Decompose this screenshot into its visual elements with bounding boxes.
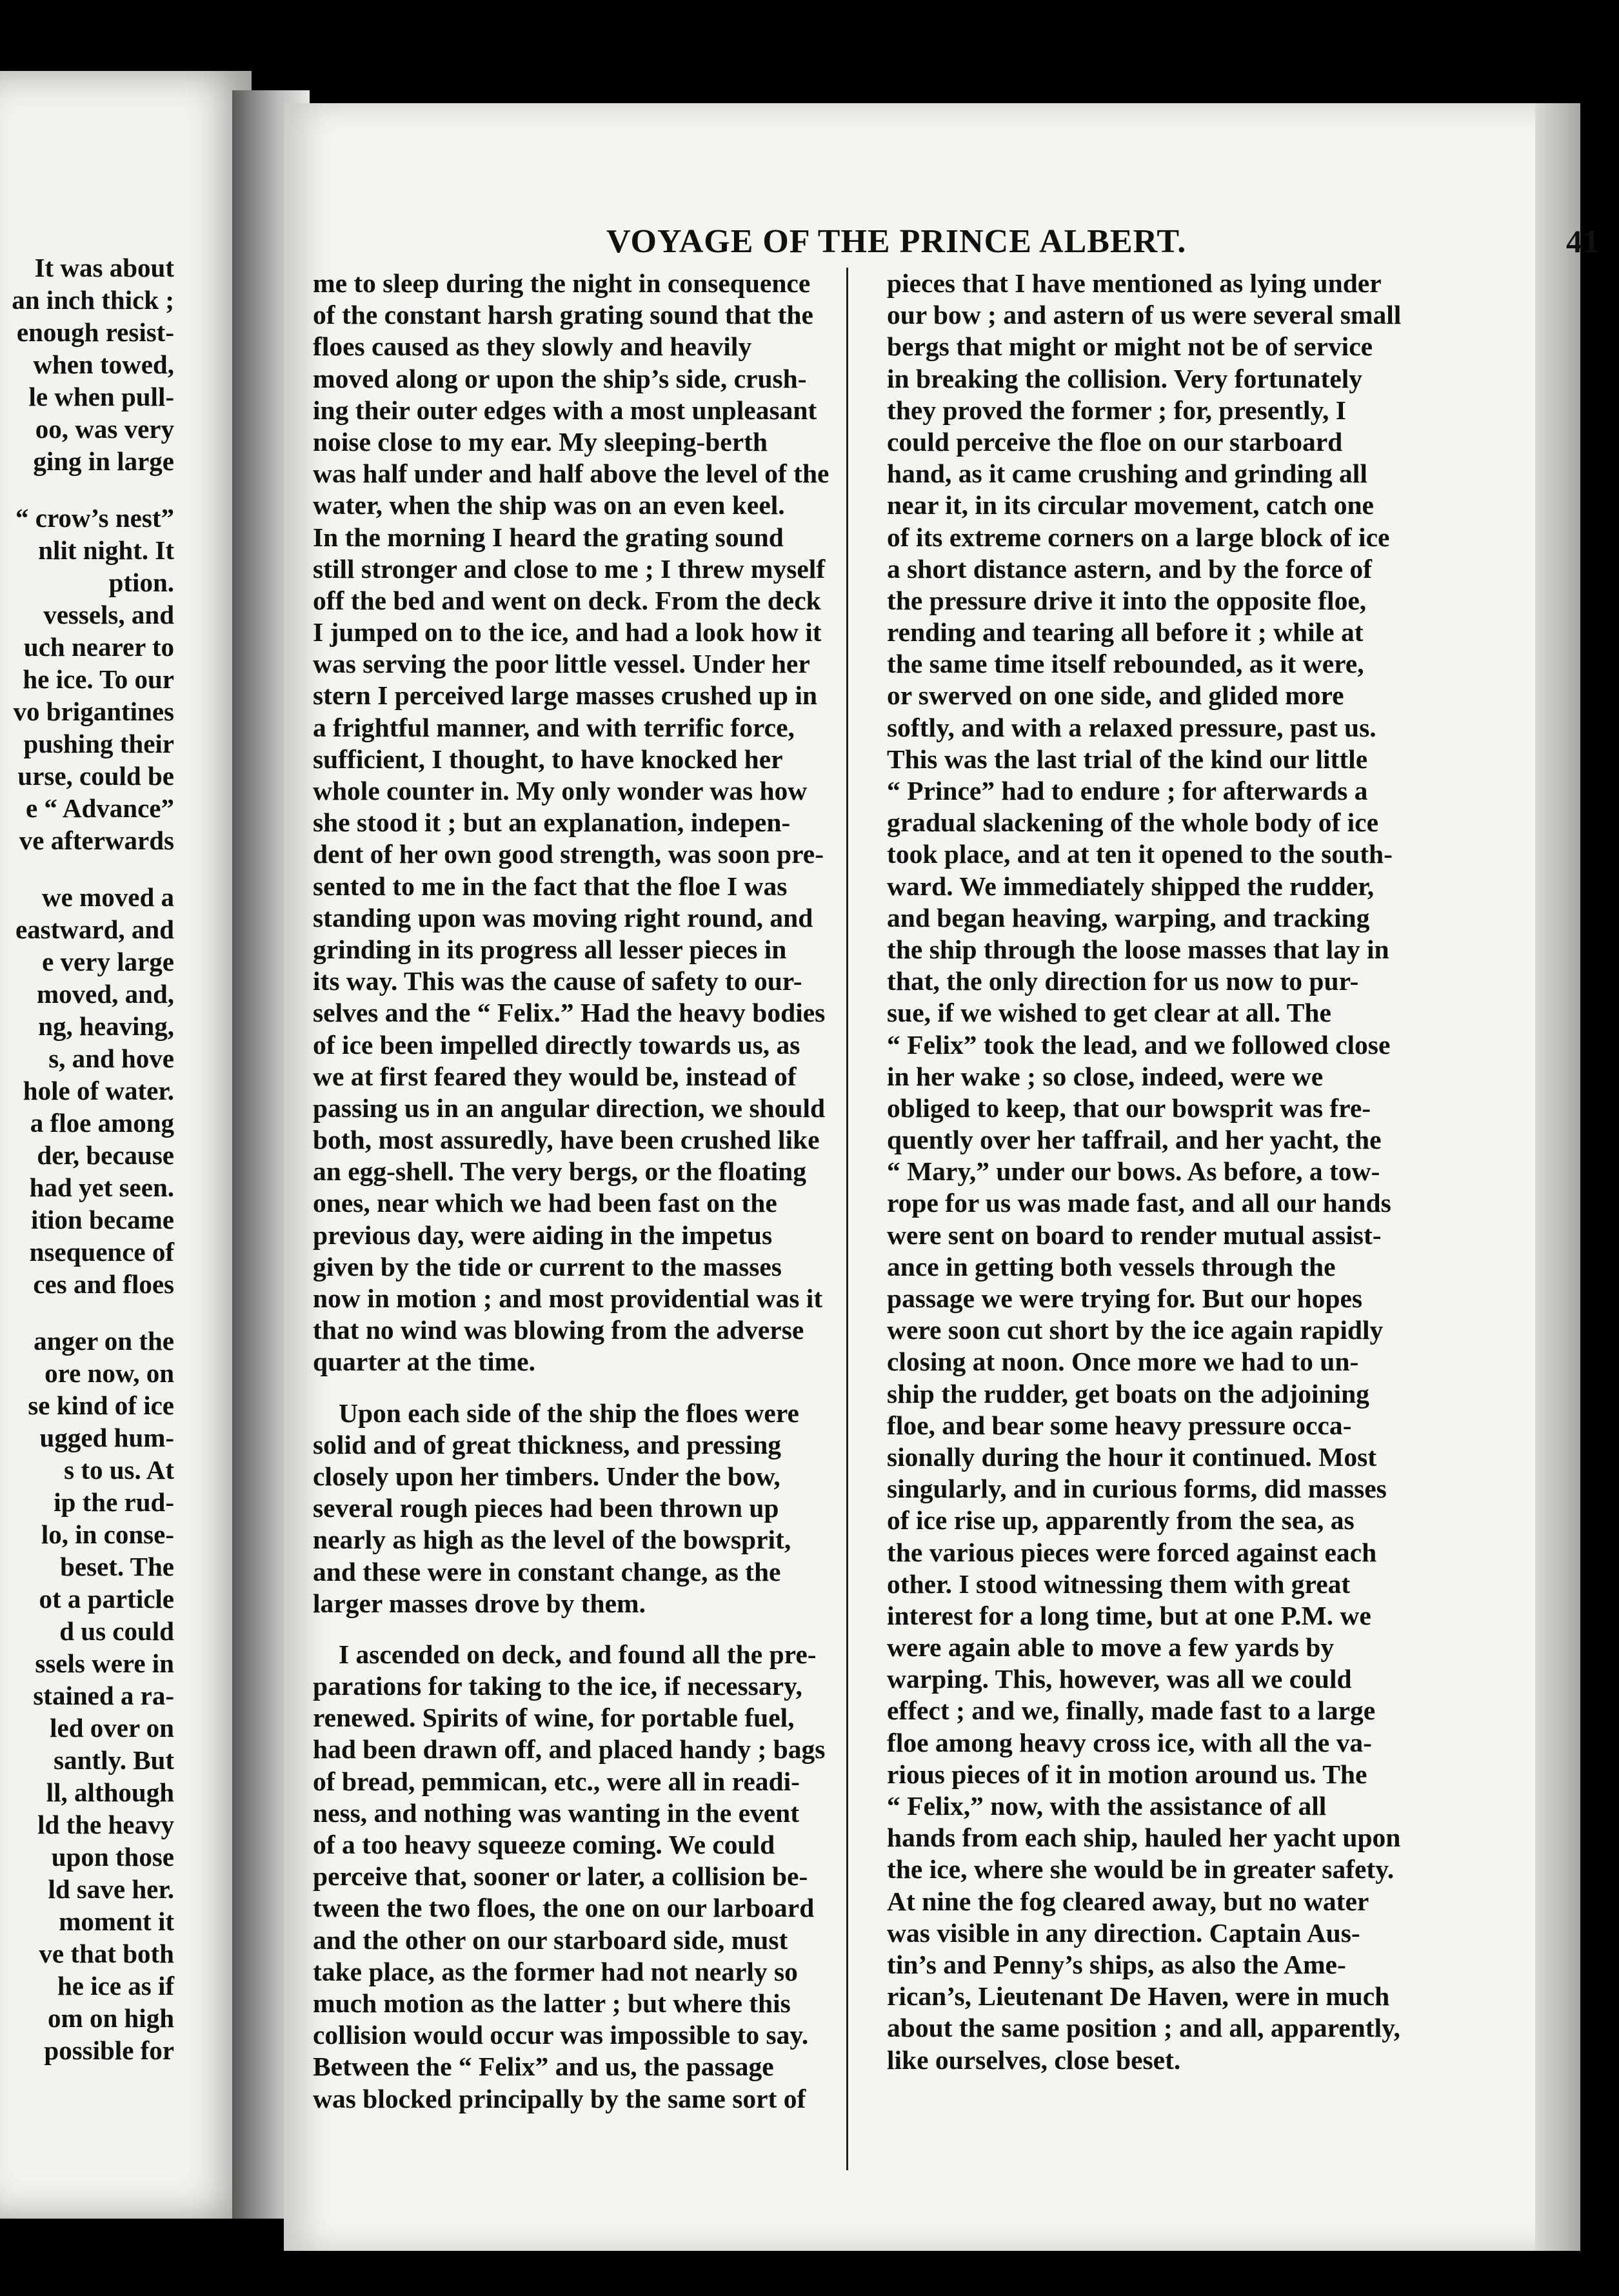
text-line: perceive that, sooner or later, a collision be- — [313, 1861, 808, 1892]
text-line: larger masses drove by them. — [313, 1588, 646, 1618]
text-line: oo, was very — [35, 414, 174, 444]
page-edge — [1535, 103, 1580, 2251]
text-line: singularly, and in curious forms, did masses — [887, 1474, 1387, 1504]
text-line: whole counter in. My only wonder was how — [313, 776, 808, 806]
text-line: pushing their — [23, 729, 174, 758]
text-line: e “ Advance” — [25, 793, 174, 823]
text-line: standing upon was moving right round, and — [313, 902, 813, 933]
text-line: they proved the former ; for, presently, I — [887, 395, 1346, 425]
left-page-text — [0, 252, 174, 2066]
text-line: sionally during the hour it continued. Most — [887, 1441, 1377, 1472]
text-line: om on high — [48, 2003, 174, 2033]
text-line: passage we were trying for. But our hopes — [887, 1283, 1363, 1313]
text-line: in breaking the collision. Very fortunately — [887, 363, 1363, 393]
text-line: led over on — [50, 1713, 174, 1743]
text-line: ll, although — [46, 1777, 174, 1807]
text-line: of a too heavy squeeze coming. We could — [313, 1830, 775, 1859]
text-line: took place, and at ten it opened to the south- — [887, 839, 1393, 869]
text-line: renewed. Spirits of wine, for portable fuel, — [313, 1703, 795, 1733]
text-line: interest for a long time, but at one P.M. we — [887, 1600, 1371, 1630]
text-line: vessels, and — [43, 600, 174, 629]
text-line: hand, as it came crushing and grinding all — [887, 459, 1367, 489]
text-line: warping. This, however, was all we could — [887, 1664, 1352, 1694]
text-line — [0, 1300, 174, 1325]
text-line: were sent on board to render mutual assist- — [887, 1220, 1382, 1250]
text-line: ld the heavy — [37, 1810, 174, 1839]
text-line: that no wind was blowing from the adverse — [313, 1315, 804, 1345]
text-line: ld save her. — [48, 1874, 174, 1904]
text-line: a floe among — [30, 1108, 174, 1138]
text-line: given by the tide or current to the masses — [313, 1251, 782, 1282]
text-line: we at first feared they would be, instead of — [313, 1061, 797, 1091]
text-line: he ice. To our — [23, 664, 174, 694]
text-line: of ice been impelled directly towards us, as — [313, 1029, 800, 1060]
text-line: e very large — [42, 947, 174, 976]
text-line: uch nearer to — [23, 632, 174, 662]
text-line: floes caused as they slowly and heavily — [313, 332, 752, 362]
text-line: ve that both — [39, 1939, 174, 1968]
text-line: rending and tearing all before it ; while at — [887, 617, 1364, 648]
text-line: se kind of ice — [28, 1390, 174, 1420]
text-line: she stood it ; but an explanation, indepen- — [313, 807, 791, 838]
text-line: like ourselves, close beset. — [887, 2044, 1181, 2075]
text-line: dent of her own good strength, was soon pre- — [313, 839, 824, 869]
text-line: floe among heavy cross ice, with all the va- — [887, 1727, 1372, 1757]
text-line: closely upon her timbers. Under the bow, — [313, 1461, 780, 1491]
text-line: moved along or upon the ship’s side, crush- — [313, 363, 807, 393]
text-line: hands from each ship, hauled her yacht upon — [887, 1823, 1401, 1853]
text-line: and these were in constant change, as the — [313, 1556, 781, 1587]
text-line: a short distance astern, and by the force of — [887, 553, 1372, 584]
text-line: ing their outer edges with a most unpleasant — [313, 395, 817, 425]
text-line: le when pull- — [28, 382, 174, 411]
text-line: grinding in its progress all lesser pieces in — [313, 934, 787, 964]
text-line: sue, if we wished to get clear at all. The — [887, 998, 1331, 1028]
text-line: still stronger and close to me ; I threw myself — [313, 553, 826, 584]
text-line: tin’s and Penny’s ships, as also the Ame- — [887, 1949, 1346, 1979]
text-line: nlit night. It — [38, 535, 174, 565]
text-line: solid and of great thickness, and pressing — [313, 1429, 782, 1460]
text-line: Between the “ Felix” and us, the passage — [313, 2052, 774, 2082]
text-line: the ice, where she would be in greater safety. — [887, 1854, 1395, 1885]
text-line: Upon each side of the ship the floes were — [339, 1398, 799, 1428]
text-line: rope for us was made fast, and all our hands — [887, 1188, 1391, 1218]
text-line: ption. — [108, 568, 174, 597]
text-line: anger on the — [34, 1326, 174, 1356]
text-line: in her wake ; so close, indeed, were we — [887, 1061, 1324, 1091]
text-line: was half under and half above the level of the — [313, 459, 829, 489]
text-line: he ice as if — [57, 1971, 174, 2001]
text-line: floe, and bear some heavy pressure occa- — [887, 1410, 1352, 1440]
text-line: noise close to my ear. My sleeping-berth — [313, 426, 768, 457]
text-line: the ship through the loose masses that lay in — [887, 934, 1389, 964]
text-column-right — [887, 268, 1422, 2076]
text-line: ones, near which we had been fast on the — [313, 1188, 777, 1218]
text-line: quently over her taffrail, and her yacht, the — [887, 1125, 1382, 1155]
text-line: the same time itself rebounded, as it were, — [887, 649, 1364, 679]
text-line: ition became — [30, 1205, 174, 1234]
text-line: “ crow’s nest” — [15, 503, 174, 533]
text-line: enough resist- — [16, 317, 174, 347]
text-line: closing at noon. Once more we had to un- — [887, 1347, 1359, 1377]
text-line: off the bed and went on deck. From the deck — [313, 585, 821, 615]
text-line: a frightful manner, and with terrific force, — [313, 712, 795, 742]
text-line: or swerved on one side, and glided more — [887, 680, 1344, 711]
text-line: other. I stood witnessing them with great — [887, 1569, 1351, 1599]
text-line: At nine the fog cleared away, but no water — [887, 1886, 1369, 1916]
text-line: could perceive the floe on our starboard — [887, 426, 1343, 457]
text-line: stern I perceived large masses crushed up in — [313, 680, 817, 711]
text-line: ness, and nothing was wanting in the event — [313, 1797, 800, 1828]
text-line: rican’s, Lieutenant De Haven, were in much — [887, 1981, 1390, 2012]
text-line: was visible in any direction. Captain Aus- — [887, 1917, 1360, 1948]
text-line: the pressure drive it into the opposite floe, — [887, 585, 1367, 615]
text-line: was serving the poor little vessel. Under her — [313, 649, 810, 679]
text-line: had been drawn off, and placed handy ; bags — [313, 1734, 826, 1765]
text-line: an egg-shell. The very bergs, or the floating — [313, 1156, 807, 1187]
text-line: quarter at the time. — [313, 1347, 535, 1377]
text-line: “ Felix,” now, with the assistance of all — [887, 1791, 1327, 1821]
text-line: possible for — [44, 2035, 174, 2065]
text-line: s, and hove — [48, 1044, 174, 1073]
text-line: urse, could be — [17, 761, 174, 791]
text-line: eastward, and — [15, 915, 174, 944]
left-facing-page — [0, 71, 252, 2219]
text-line — [0, 856, 174, 881]
text-line: ve afterwards — [19, 826, 174, 855]
text-line: we moved a — [42, 882, 174, 912]
text-line: and the other on our starboard side, must — [313, 1925, 788, 1955]
text-line: rious pieces of it in motion around us. The — [887, 1759, 1367, 1789]
text-line: upon those — [51, 1842, 174, 1872]
text-line — [313, 1619, 848, 1639]
text-line: me to sleep during the night in consequence — [313, 268, 811, 298]
text-line — [0, 477, 174, 502]
text-line: hole of water. — [23, 1076, 174, 1105]
text-line: moment it — [59, 1906, 174, 1936]
text-line: both, most assuredly, have been crushed like — [313, 1125, 820, 1155]
text-line: were again able to move a few yards by — [887, 1632, 1335, 1663]
text-line — [313, 1378, 848, 1398]
text-line: take place, as the former had not nearly so — [313, 1956, 798, 1986]
text-line: ip the rud- — [54, 1487, 174, 1517]
right-page — [284, 103, 1600, 2251]
text-line: obliged to keep, that our bowsprit was fre- — [887, 1093, 1371, 1123]
running-head — [606, 223, 1600, 268]
text-line: I jumped on to the ice, and had a look how it — [313, 617, 822, 648]
text-line: sented to me in the fact that the floe I was — [313, 871, 788, 901]
text-line: and began heaving, warping, and tracking — [887, 902, 1370, 933]
text-line: selves and the “ Felix.” Had the heavy bodies — [313, 998, 826, 1028]
text-line: several rough pieces had been thrown up — [313, 1493, 779, 1523]
text-line: stained a ra- — [33, 1681, 174, 1710]
text-line: sufficient, I thought, to have knocked her — [313, 744, 783, 774]
text-line: were soon cut short by the ice again rapidly — [887, 1315, 1384, 1345]
text-line: bergs that might or might not be of service — [887, 332, 1373, 362]
text-line: s to us. At — [64, 1455, 174, 1485]
text-line: an inch thick ; — [12, 285, 174, 315]
text-line: In the morning I heard the grating sound — [313, 522, 784, 552]
text-line: d us could — [59, 1616, 174, 1646]
text-line: was blocked principally by the same sort of — [313, 2083, 806, 2113]
text-line: our bow ; and astern of us were several small — [887, 300, 1402, 330]
text-line: water, when the ship was on an even keel. — [313, 490, 785, 520]
text-line: gradual slackening of the whole body of ice — [887, 807, 1379, 838]
text-line: parations for taking to the ice, if necessary, — [313, 1671, 802, 1701]
text-line: santly. But — [54, 1745, 174, 1775]
text-line: had yet seen. — [29, 1173, 174, 1202]
text-line: about the same position ; and all, apparently, — [887, 2013, 1400, 2043]
text-line: ugged hum- — [39, 1423, 174, 1452]
text-line: This was the last trial of the kind our little — [887, 744, 1368, 774]
text-line: softly, and with a relaxed pressure, past us. — [887, 712, 1376, 742]
text-line: of the constant harsh grating sound that the — [313, 300, 813, 330]
text-line: ore now, on — [45, 1358, 174, 1388]
text-line: collision would occur was impossible to say. — [313, 2020, 809, 2050]
text-line: beset. The — [60, 1552, 174, 1581]
text-line: vo brigantines — [13, 697, 174, 726]
text-line: when towed, — [33, 350, 174, 379]
text-line: ance in getting both vessels through the — [887, 1251, 1336, 1282]
text-line: passing us in an angular direction, we should — [313, 1093, 826, 1123]
text-column-left — [313, 268, 848, 2115]
text-line: der, because — [37, 1140, 174, 1170]
text-line: ship the rudder, get boats on the adjoining — [887, 1378, 1369, 1409]
text-line: nearly as high as the level of the bowsprit, — [313, 1525, 791, 1555]
column-divider — [846, 268, 848, 2170]
text-line: much motion as the latter ; but where this — [313, 1988, 791, 2018]
text-line: tween the two floes, the one on our larboard — [313, 1893, 815, 1923]
text-line: It was about — [34, 253, 174, 282]
text-line: that, the only direction for us now to pur- — [887, 966, 1359, 996]
text-line: ssels were in — [35, 1648, 174, 1678]
text-line: ward. We immediately shipped the rudder, — [887, 871, 1375, 901]
text-line: moved, and, — [36, 979, 174, 1009]
text-line: lo, in conse- — [41, 1519, 174, 1549]
text-line: the various pieces were forced against each — [887, 1537, 1377, 1567]
text-line: nsequence of — [29, 1237, 174, 1267]
text-line: of bread, pemmican, etc., were all in readi- — [313, 1766, 800, 1796]
text-line: “ Mary,” under our bows. As before, a tow- — [887, 1156, 1380, 1187]
text-line: ng, heaving, — [38, 1011, 174, 1041]
running-head-title: VOYAGE OF THE PRINCE ALBERT. — [606, 223, 1187, 260]
text-line: ces and floes — [33, 1269, 174, 1299]
text-line: ot a particle — [39, 1584, 174, 1614]
text-line: its way. This was the cause of safety to our- — [313, 966, 802, 996]
text-line: previous day, were aiding in the impetus — [313, 1220, 773, 1250]
text-line: of its extreme corners on a large block of ice — [887, 522, 1390, 552]
page-number: 41 — [1566, 223, 1600, 259]
text-line: of ice rise up, apparently from the sea, as — [887, 1505, 1355, 1536]
text-line: “ Prince” had to endure ; for afterwards a — [887, 776, 1368, 806]
text-line: effect ; and we, finally, made fast to a large — [887, 1696, 1376, 1726]
text-line: “ Felix” took the lead, and we followed close — [887, 1029, 1391, 1060]
text-line: now in motion ; and most providential was it — [313, 1283, 823, 1313]
text-line: pieces that I have mentioned as lying under — [887, 268, 1382, 298]
text-line: I ascended on deck, and found all the pre- — [339, 1639, 817, 1669]
text-line: ging in large — [33, 446, 174, 476]
text-line: near it, in its circular movement, catch one — [887, 490, 1374, 520]
